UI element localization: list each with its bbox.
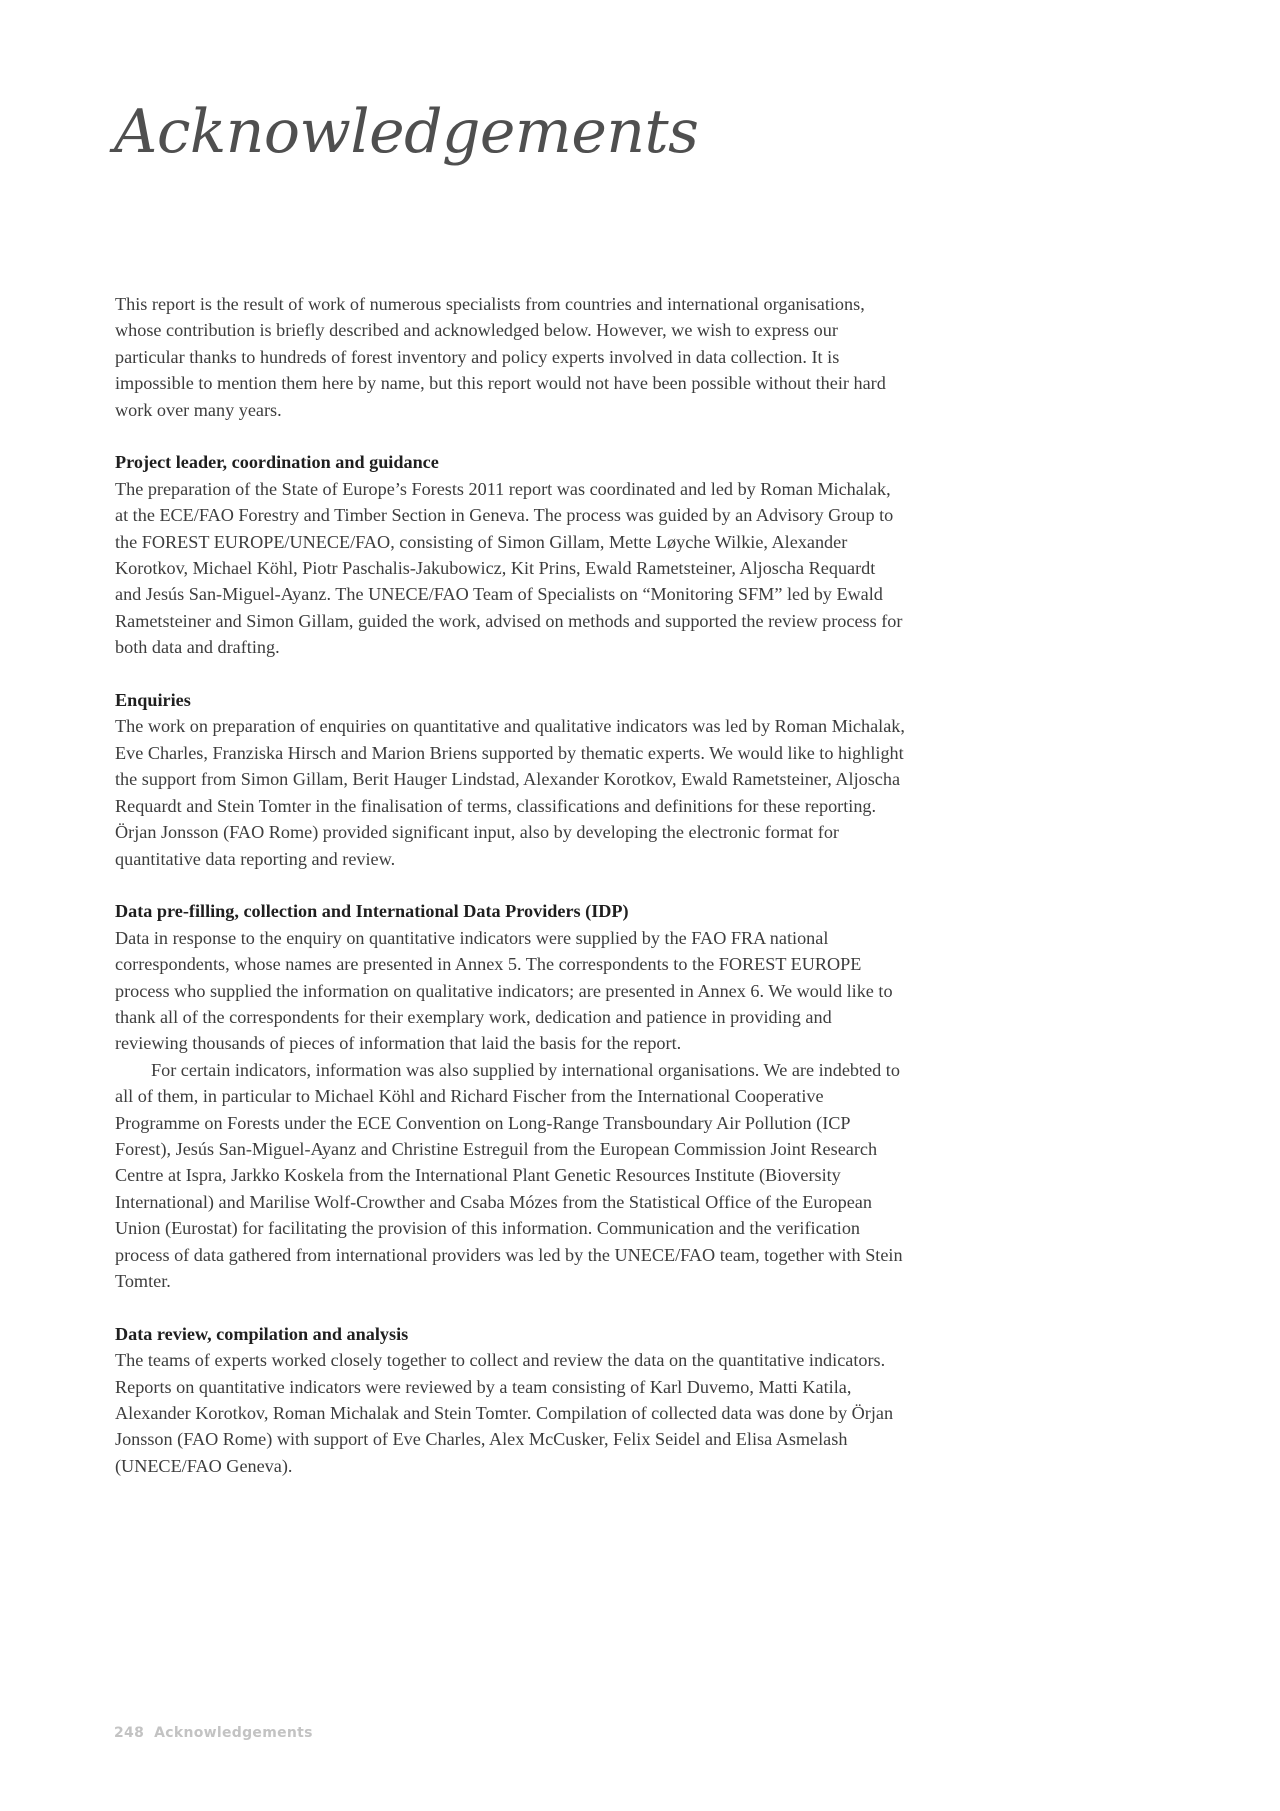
section-data-prefilling: [115, 898, 905, 1294]
document-body: [115, 291, 905, 1506]
section-paragraph: The preparation of the State of Europe’s Forests 2011 report was coordinated and led by Roman Michalak, at the ECE/FAO Forestry and Timber Section in Geneva. The process was guided by an Advisory Group to the FOREST EUROPE/UNECE/FAO, consisting of Simon Gillam, Mette Løyche Wilkie, Alexander Korotkov, Michael Köhl, Piotr Paschalis-Jakubowicz, Kit Prins, Ewald Rametsteiner, Aljoscha Requardt and Jesús San-Miguel-Ayanz. The UNECE/FAO Team of Specialists on “Monitoring SFM” led by Ewald Rametsteiner and Simon Gillam, guided the work, advised on methods and supported the review process for both data and drafting.: [115, 478, 903, 658]
section-heading: Data pre-filling, collection and International Data Providers (IDP): [115, 901, 629, 922]
section-heading: Enquiries: [115, 690, 191, 711]
intro-paragraph: This report is the result of work of numerous specialists from countries and international organisations, whose contribution is briefly described and acknowledged below. However, we wish to express our particular thanks to hundreds of forest inventory and policy experts involved in data collection. It is impossible to mention them here by name, but this report would not have been possible without their hard work over many years.: [115, 294, 886, 420]
page-number: 248: [114, 1725, 145, 1741]
section-paragraph: The teams of experts worked closely together to collect and review the data on the quantitative indicators. Reports on quantitative indicators were reviewed by a team consisting of Karl Duvemo, Matti Katila, Alexander Korotkov, Roman Michalak and Stein Tomter. Compilation of collected data was done by Örjan Jonsson (FAO Rome) with support of Eve Charles, Alex McCusker, Felix Seidel and Elisa Asmelash (UNECE/FAO Geneva).: [115, 1350, 894, 1476]
page-footer: [114, 1725, 323, 1741]
section-paragraph: For certain indicators, information was also supplied by international organisations. We are indebted to all of them, in particular to Michael Köhl and Richard Fischer from the International Cooperative Programme on Forests under the ECE Convention on Long-Range Transboundary Air Pollution (ICP Forest), Jesús San-Miguel-Ayanz and Christine Estreguil from the European Commission Joint Research Centre at Ispra, Jarkko Koskela from the International Plant Genetic Resources Institute (Bioversity International) and Marilise Wolf-Crowther and Csaba Mózes from the Statistical Office of the European Union (Eurostat) for facilitating the provision of this information. Communication and the verification process of data gathered from international providers was led by the UNECE/FAO team, together with Stein Tomter.: [115, 1059, 903, 1291]
section-paragraph: The work on preparation of enquiries on quantitative and qualitative indicators was led by Roman Michalak, Eve Charles, Franziska Hirsch and Marion Briens supported by thematic experts. We would like to highlight the support from Simon Gillam, Berit Hauger Lindstad, Alexander Korotkov, Ewald Rametsteiner, Aljoscha Requardt and Stein Tomter in the finalisation of terms, classifications and definitions for these reporting. Örjan Jonsson (FAO Rome) provided significant input, also by developing the electronic format for quantitative data reporting and review.: [115, 716, 905, 869]
footer-section-label: Acknowledgements: [154, 1725, 313, 1741]
section-heading: Project leader, coordination and guidance: [115, 452, 439, 473]
section-project-leader: [115, 449, 905, 660]
section-heading: Data review, compilation and analysis: [115, 1323, 409, 1344]
section-paragraph: Data in response to the enquiry on quantitative indicators were supplied by the FAO FRA national correspondents, whose names are presented in Annex 5. The correspondents to the FOREST EUROPE process who supplied the information on qualitative indicators; are presented in Annex 6. We would like to thank all of the correspondents for their exemplary work, dedication and patience in providing and reviewing thousands of pieces of information that laid the basis for the report.: [115, 927, 893, 1054]
page-title: Acknowledgements: [114, 97, 699, 167]
section-enquiries: [115, 687, 905, 872]
section-data-review: [115, 1321, 905, 1479]
